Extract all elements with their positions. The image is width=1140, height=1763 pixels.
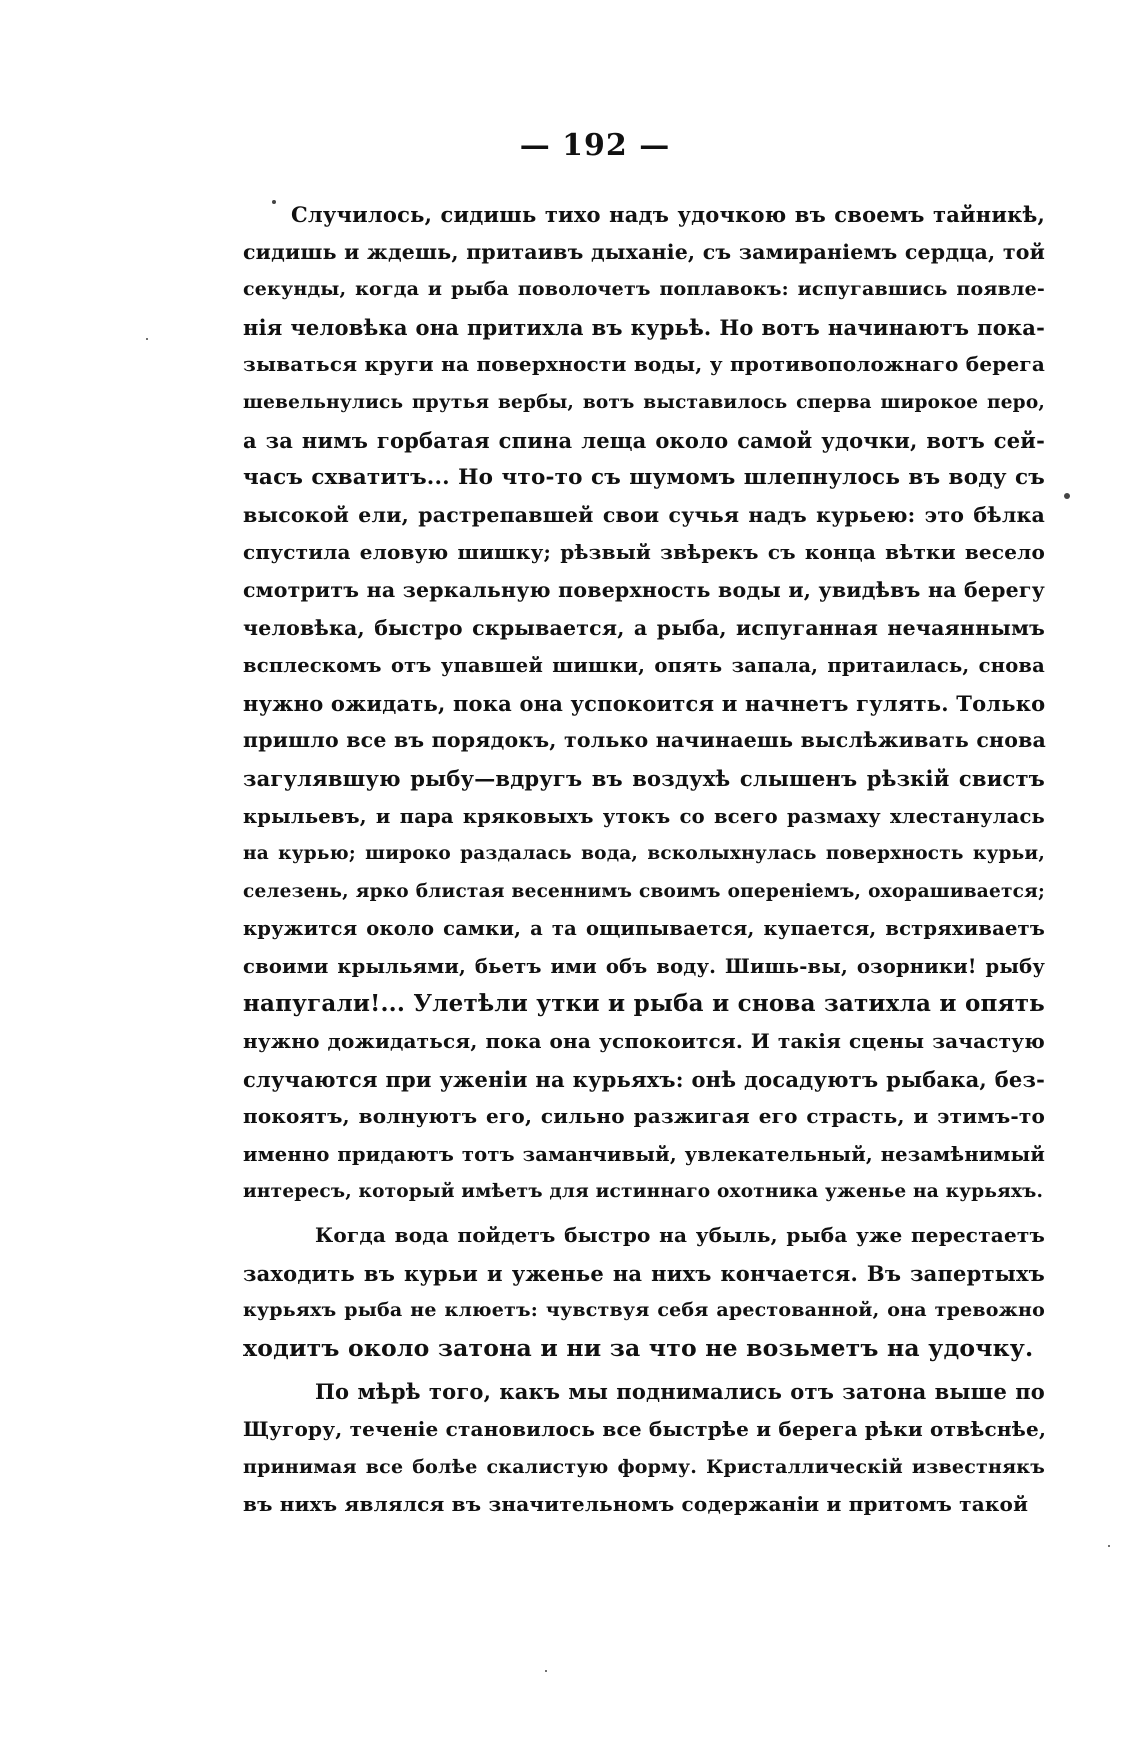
page-number: — 192 — xyxy=(519,128,671,163)
text-line: всплескомъ отъ упавшей шишки, опять запала, притаилась, снова xyxy=(243,654,1045,678)
margin-speck xyxy=(146,338,148,340)
text-line: высокой ели, растрепавшей свои сучья надъ курьею: это бѣлка xyxy=(243,502,1045,527)
text-line: именно придаютъ тотъ заманчивый, увлекательный, незамѣнимый xyxy=(243,1142,1045,1166)
text-line: интересъ, который имѣетъ для истиннаго охотника уженье на курьяхъ. xyxy=(243,1181,1044,1203)
text-line: Щугору, теченіе становилось все быстрѣе и берега рѣки отвѣснѣе, xyxy=(243,1417,1047,1441)
text-line: случаются при уженіи на курьяхъ: онѣ досадуютъ рыбака, без- xyxy=(243,1066,1045,1092)
text-line: шевельнулись прутья вербы, вотъ выставилось сперва широкое перо, xyxy=(243,391,1045,413)
text-line: смотритъ на зеркальную поверхность воды и, увидѣвъ на берегу xyxy=(243,577,1045,602)
margin-speck xyxy=(272,200,276,204)
text-line: нужно ожидать, пока она успокоится и начнетъ гулять. Только xyxy=(243,690,1046,716)
text-line: часъ схватитъ... Но что-то съ шумомъ шлепнулось въ воду съ xyxy=(243,465,1045,491)
text-line: человѣка, быстро скрывается, а рыба, испуганная нечаяннымъ xyxy=(243,615,1045,640)
text-line: селезень, ярко блистая весеннимъ своимъ опереніемъ, охорашивается; xyxy=(243,880,1045,902)
text-line: нія человѣка она притихла въ курьѣ. Но вотъ начинаютъ пока- xyxy=(243,314,1045,340)
text-line: курьяхъ рыба не клюетъ: чувствуя себя арестованной, она тревожно xyxy=(243,1299,1045,1322)
text-line: ходитъ около затона и ни за что не возьметъ на удочку. xyxy=(243,1333,1034,1362)
text-line: своими крыльями, бьетъ ими объ воду. Шишь-вы, озорники! рыбу xyxy=(243,954,1045,978)
text-line: загулявшую рыбу—вдругъ въ воздухѣ слышенъ рѣзкій свистъ xyxy=(243,765,1045,791)
text-line: принимая все болѣе скалистую форму. Кристаллическій известнякъ xyxy=(243,1455,1045,1478)
text-line: покоятъ, волнуютъ его, сильно разжигая его страсть, и этимъ-то xyxy=(243,1104,1045,1129)
text-line: крыльевъ, и пара кряковыхъ утокъ со всего размаху хлестанулась xyxy=(243,804,1045,828)
text-line: на курью; широко раздалась вода, всколыхнулась поверхность курьи, xyxy=(243,843,1045,865)
text-line: Случилось, сидишь тихо надъ удочкою въ своемъ тайникѣ, xyxy=(291,202,1045,227)
text-line: Когда вода пойдетъ быстро на убыль, рыба уже перестаетъ xyxy=(315,1223,1045,1248)
text-line: секунды, когда и рыба поволочетъ поплавокъ: испугавшись появле- xyxy=(243,278,1045,301)
margin-speck xyxy=(545,1670,547,1672)
text-line: а за нимъ горбатая спина леща около самой удочки, вотъ сей- xyxy=(243,427,1045,453)
text-line: напугали!... Улетѣли утки и рыба и снова затихла и опять xyxy=(243,990,1045,1018)
text-line: спустила еловую шишку; рѣзвый звѣрекъ съ конца вѣтки весело xyxy=(243,540,1045,565)
body-text xyxy=(243,196,1045,1524)
text-line: заходить въ курьи и уженье на нихъ кончается. Въ запертыхъ xyxy=(243,1260,1045,1286)
text-line: По мѣрѣ того, какъ мы поднимались отъ затона выше по xyxy=(315,1379,1045,1405)
margin-speck xyxy=(1108,1545,1110,1547)
text-line: сидишь и ждешь, притаивъ дыханіе, съ замираніемъ сердца, той xyxy=(243,239,1045,264)
text-line: нужно дожидаться, пока она успокоится. И такія сцены зачастую xyxy=(243,1029,1045,1054)
margin-speck xyxy=(1064,493,1070,499)
text-line: въ нихъ являлся въ значительномъ содержаніи и притомъ такой xyxy=(243,1492,1029,1517)
text-line: кружится около самки, а та ощипывается, купается, встряхиваетъ xyxy=(243,917,1045,941)
text-line: зываться круги на поверхности воды, у противоположнаго берега xyxy=(243,352,1045,377)
text-line: пришло все въ порядокъ, только начинаешь выслѣживать снова xyxy=(243,728,1047,753)
